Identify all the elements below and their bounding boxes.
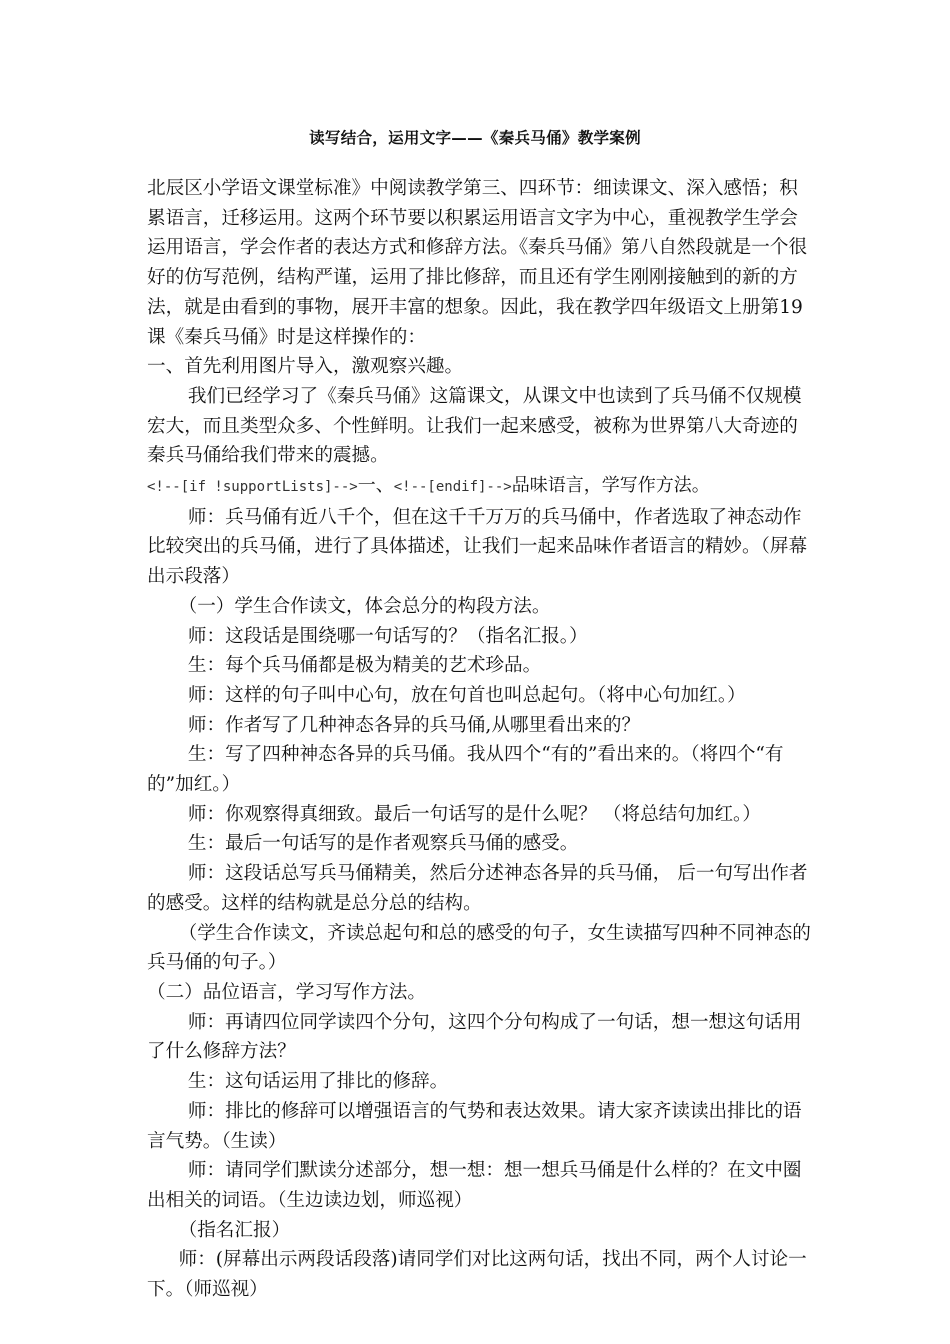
- list-heading-text: 品味语言，学写作方法。: [511, 475, 710, 497]
- document-body: [147, 174, 813, 1305]
- list-marker: 一、: [357, 475, 394, 497]
- dialogue-line: 生：写了四种神态各异的兵马俑。我从四个“有的”看出来的。（将四个“有的”加红。）: [147, 744, 784, 796]
- dialogue-line: 生：最后一句话写的是作者观察兵马俑的感受。: [187, 833, 579, 855]
- subsection-heading: （二）品位语言，学习写作方法。: [147, 981, 426, 1003]
- section-heading: 一、首先利用图片导入，激观察兴趣。: [147, 356, 464, 378]
- subsection-heading: （一）学生合作读文，体会总分的构段方法。: [178, 595, 551, 617]
- stage-note: （指名汇报）: [178, 1219, 291, 1241]
- intro-paragraph: 北辰区小学语文课堂标准》中阅读教学第三、四环节：细读课文、深入感悟；积累语言，迁移运用。这两个环节要以积累运用语言文字为中心，重视教学生学会运用语言，学会作者的表达方式和修辞方法。《秦兵马俑》第八自然段就是一个很好的仿写范例，结构严谨，运用了排比修辞，而且还有学生刚刚接触到的新的方法，就是由看到的事物，展开丰富的想象。因此，我在教学四年级语文上册第19课《秦兵马俑》时是这样操作的：: [147, 178, 808, 348]
- list-heading: [147, 471, 813, 503]
- dialogue-line: 生：每个兵马俑都是极为精美的艺术珍品。: [187, 655, 542, 677]
- dialogue-line: 师：排比的修辞可以增强语言的气势和表达效果。请大家齐读读出排比的语言气势。（生读）: [147, 1100, 802, 1152]
- dialogue-line: 师：再请四位同学读四个分句，这四个分句构成了一句话，想一想这句话用了什么修辞方法？: [147, 1011, 802, 1063]
- dialogue-line: 师：(屏幕出示两段话段落)请同学们对比这两句话，找出不同，两个人讨论一下。（师巡视）: [147, 1249, 807, 1301]
- stage-note: （学生合作读文，齐读总起句和总的感受的句子，女生读描写四种不同神态的兵马俑的句子。）: [147, 922, 811, 974]
- dialogue-line: 师：这段话是围绕哪一句话写的？（指名汇报。）: [187, 625, 588, 647]
- dialogue-line: 生：这句话运用了排比的修辞。: [187, 1071, 449, 1093]
- dialogue-line: 师：你观察得真细致。最后一句话写的是什么呢？ （将总结句加红。）: [187, 803, 761, 825]
- body-paragraph: 我们已经学习了《秦兵马俑》这篇课文，从课文中也读到了兵马俑不仅规模宏大，而且类型众多、个性鲜明。让我们一起来感受，被称为世界第八大奇迹的秦兵马俑给我们带来的震撼。: [147, 385, 802, 467]
- dialogue-line: 师：这样的句子叫中心句，放在句首也叫总起句。（将中心句加红。）: [187, 684, 746, 706]
- dialogue-line: 师：请同学们默读分述部分，想一想：想一想兵马俑是什么样的？在文中圈出相关的词语。（生边读边划，师巡视）: [147, 1160, 802, 1211]
- body-paragraph: 师：兵马俑有近八千个，但在这千千万万的兵马俑中，作者选取了神态动作比较突出的兵马俑，进行了具体描述，让我们一起来品味作者语言的精妙。（屏幕出示段落）: [147, 506, 808, 588]
- dialogue-line: 师：这段话总写兵马俑精美，然后分述神态各异的兵马俑， 后一句写出作者的感受。这样的结构就是总分总的结构。: [147, 863, 808, 914]
- html-comment-if: <!--[if !supportLists]-->: [147, 479, 358, 496]
- document-title: 读写结合，运用文字——《秦兵马俑》教学案例: [309, 129, 641, 147]
- html-comment-endif: <!--[endif]-->: [393, 479, 512, 496]
- dialogue-line: 师：作者写了几种神态各异的兵马俑,从哪里看出来的？: [187, 714, 641, 736]
